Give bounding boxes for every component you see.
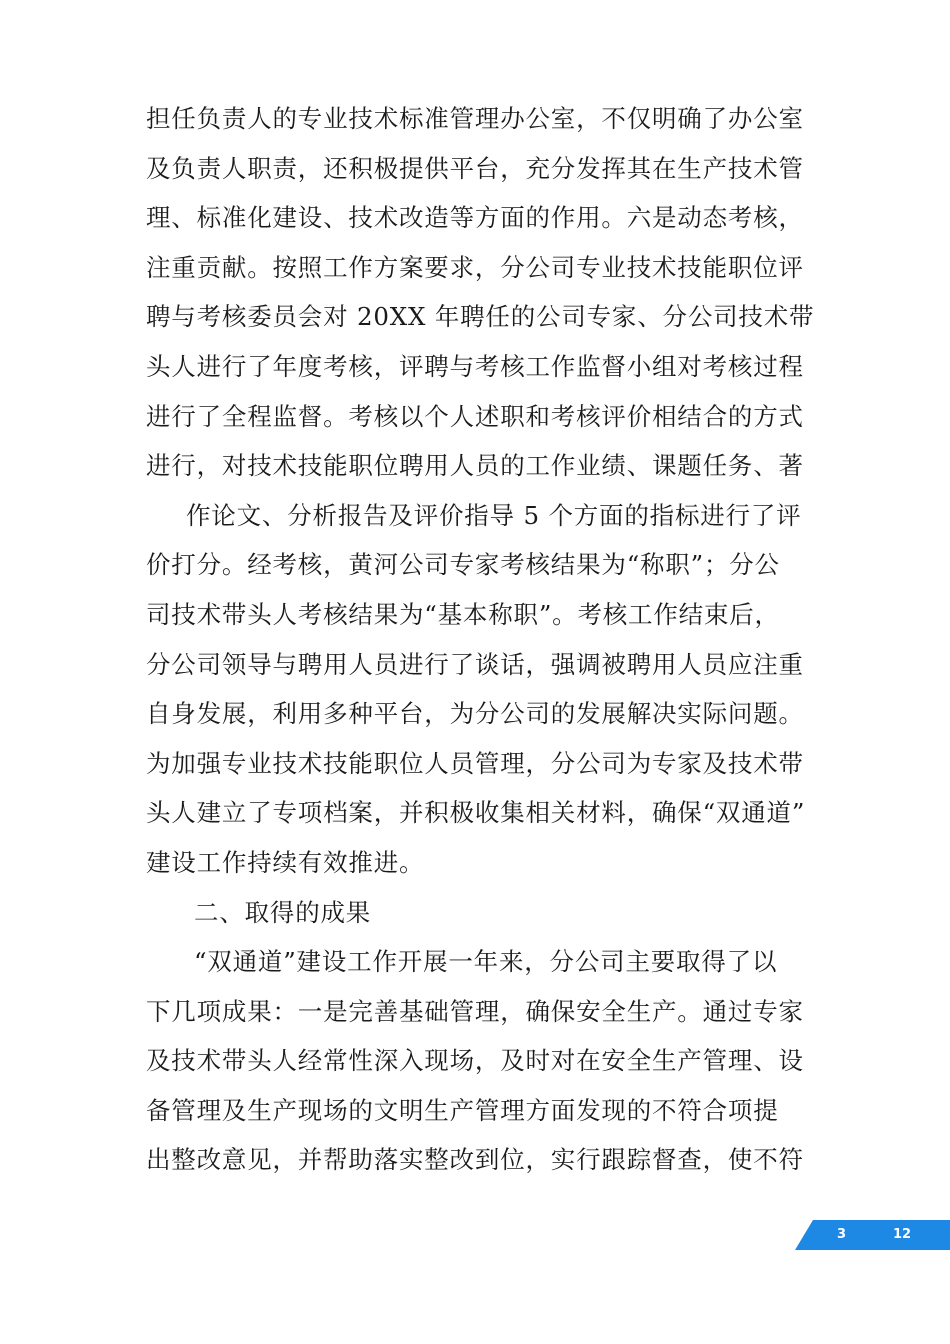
text-line: 备管理及生产现场的文明生产管理方面发现的不符合项提 — [146, 1095, 779, 1125]
text-line: 担任负责人的专业技术标准管理办公室，不仅明确了办公室 — [146, 104, 804, 133]
text-line: 为加强专业技术技能职位人员管理，分公司为专家及技术带 — [146, 748, 804, 778]
page-indicator-banner — [795, 1220, 950, 1250]
text-line: 价打分。经考核，黄河公司专家考核结果为“称职”；分公 — [146, 550, 780, 580]
text-line: 自身发展，利用多种平台，为分公司的发展解决实际问题。 — [146, 699, 804, 729]
text-line: 及技术带头人经常性深入现场，及时对在安全生产管理、设 — [146, 1046, 804, 1076]
text-line: 建设工作持续有效推进。 — [146, 847, 425, 877]
text-line: 理、标准化建设、技术改造等方面的作用。六是动态考核， — [146, 203, 804, 233]
page-indicator — [795, 1220, 950, 1250]
text-line: 头人进行了年度考核，评聘与考核工作监督小组对考核过程 — [146, 351, 804, 381]
text-line: 注重贡献。按照工作方案要求，分公司专业技术技能职位评 — [146, 252, 804, 282]
text-line: 下几项成果：一是完善基础管理，确保安全生产。通过专家 — [146, 996, 804, 1026]
text-line: 司技术带头人考核结果为“基本称职”。考核工作结束后， — [146, 599, 780, 629]
text-line: 作论文、分析报告及评价指导 5 个方面的指标进行了评 — [186, 500, 802, 530]
text-line: 及负责人职责，还积极提供平台，充分发挥其在生产技术管 — [146, 153, 804, 183]
text-line: “双通道”建设工作开展一年来，分公司主要取得了以 — [194, 947, 778, 977]
text-line: 头人建立了专项档案，并积极收集相关材料，确保“双通道” — [146, 798, 806, 828]
section-heading: 二、取得的成果 — [194, 897, 372, 927]
text-line: 进行，对技术技能职位聘用人员的工作业绩、课题任务、著 — [146, 451, 804, 481]
text-line: 进行了全程监督。考核以个人述职和考核评价相结合的方式 — [146, 401, 804, 431]
total-pages-number: 12 — [893, 1227, 912, 1242]
text-line: 分公司领导与聘用人员进行了谈话，强调被聘用人员应注重 — [146, 649, 804, 679]
text-line: 聘与考核委员会对 20XX 年聘任的公司专家、分公司技术带 — [146, 302, 815, 332]
text-line: 出整改意见，并帮助落实整改到位，实行跟踪督查，使不符 — [146, 1145, 804, 1175]
document-body — [146, 94, 816, 1185]
current-page-number: 3 — [837, 1227, 847, 1242]
